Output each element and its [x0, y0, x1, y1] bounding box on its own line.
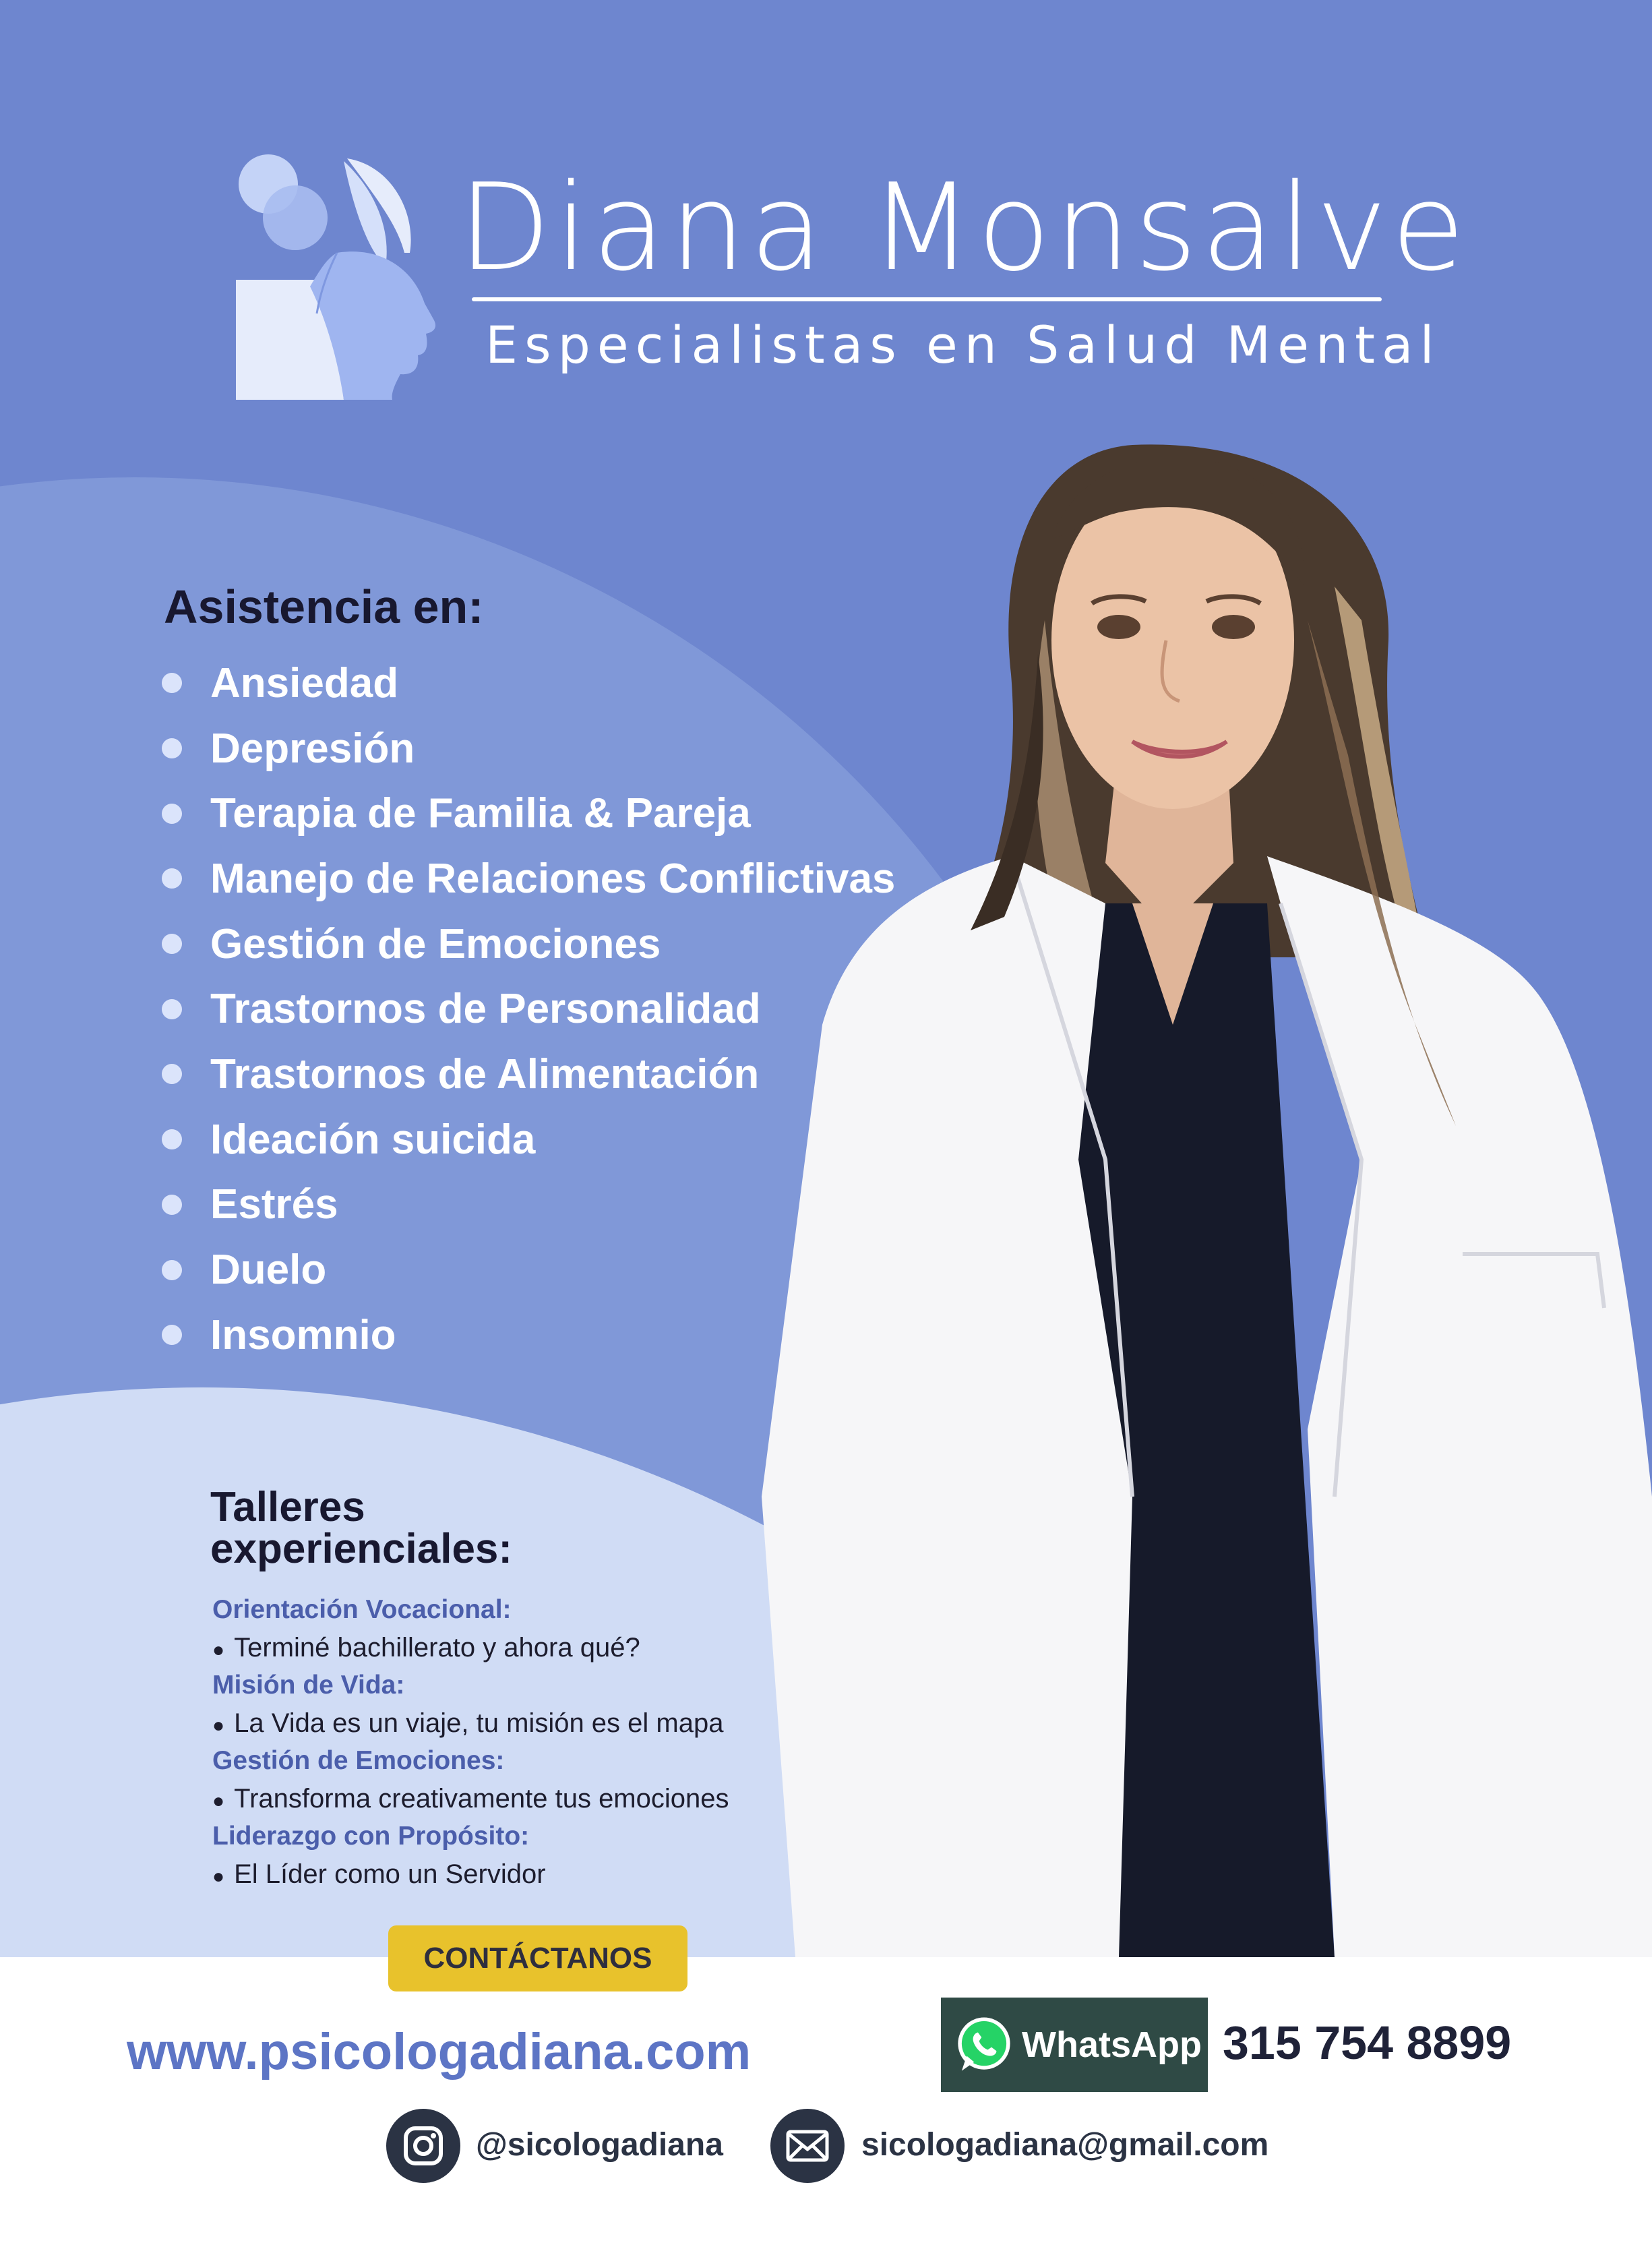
list-item: Manejo de Relaciones Conflictivas	[162, 846, 895, 911]
bullet-icon	[162, 1064, 182, 1084]
taller-heading: Liderazgo con Propósito:	[212, 1822, 530, 1851]
talleres-list	[212, 1591, 729, 1893]
bullet-icon: ●	[212, 1714, 225, 1737]
contact-band	[0, 1957, 1652, 2247]
whatsapp-label: WhatsApp	[1022, 2025, 1202, 2065]
list-item: Trastornos de Personalidad	[162, 976, 895, 1042]
bullet-icon	[162, 1129, 182, 1149]
whatsapp-button[interactable]	[941, 1998, 1208, 2092]
bullet-icon	[162, 868, 182, 889]
taller-heading: Misión de Vida:	[212, 1671, 405, 1700]
whatsapp-icon	[953, 2014, 1015, 2076]
list-item: Terapia de Familia & Pareja	[162, 781, 895, 846]
taller-item: ● Terminé bachillerato y ahora qué?	[212, 1633, 640, 1662]
instagram-handle[interactable]: @sicologadiana	[476, 2127, 723, 2163]
bullet-icon	[162, 1260, 182, 1280]
list-item: Insomnio	[162, 1302, 895, 1368]
mail-icon[interactable]	[770, 2109, 845, 2183]
brand-name: Diana Monsalve	[458, 158, 1469, 297]
taller-item: ● El Líder como un Servidor	[212, 1859, 546, 1889]
bullet-icon	[162, 804, 182, 824]
taller-heading: Gestión de Emociones:	[212, 1746, 505, 1775]
bullet-icon: ●	[212, 1639, 225, 1661]
bullet-icon	[162, 738, 182, 758]
website-link[interactable]: www.psicologadiana.com	[127, 2023, 752, 2080]
head-profile-logo-icon	[236, 152, 441, 400]
brand-divider	[472, 297, 1382, 301]
bullet-icon: ●	[212, 1790, 225, 1812]
talleres-heading: Talleres experienciales:	[210, 1484, 513, 1572]
list-item: Gestión de Emociones	[162, 911, 895, 977]
instagram-icon[interactable]	[386, 2109, 460, 2183]
brand-tagline: Especialistas en Salud Mental	[485, 315, 1441, 375]
phone-number[interactable]: 315 754 8899	[1223, 2016, 1512, 2069]
bullet-icon	[162, 934, 182, 954]
asistencia-heading: Asistencia en:	[164, 580, 484, 633]
contact-button[interactable]: CONTÁCTANOS	[388, 1925, 687, 1991]
taller-item: ● Transforma creativamente tus emociones	[212, 1784, 729, 1814]
list-item: Trastornos de Alimentación	[162, 1042, 895, 1107]
list-item: Estrés	[162, 1172, 895, 1238]
taller-item: ● La Vida es un viaje, tu misión es el mapa	[212, 1708, 724, 1738]
list-item: Depresión	[162, 716, 895, 781]
bullet-icon	[162, 999, 182, 1019]
bullet-icon	[162, 1195, 182, 1215]
bullet-icon	[162, 1325, 182, 1345]
list-item: Ansiedad	[162, 651, 895, 716]
email-address[interactable]: sicologadiana@gmail.com	[861, 2127, 1269, 2163]
taller-heading: Orientación Vocacional:	[212, 1595, 512, 1624]
bullet-icon: ●	[212, 1865, 225, 1888]
list-item: Duelo	[162, 1237, 895, 1302]
list-item: Ideación suicida	[162, 1107, 895, 1172]
asistencia-list	[162, 651, 895, 1368]
bullet-icon	[162, 673, 182, 693]
